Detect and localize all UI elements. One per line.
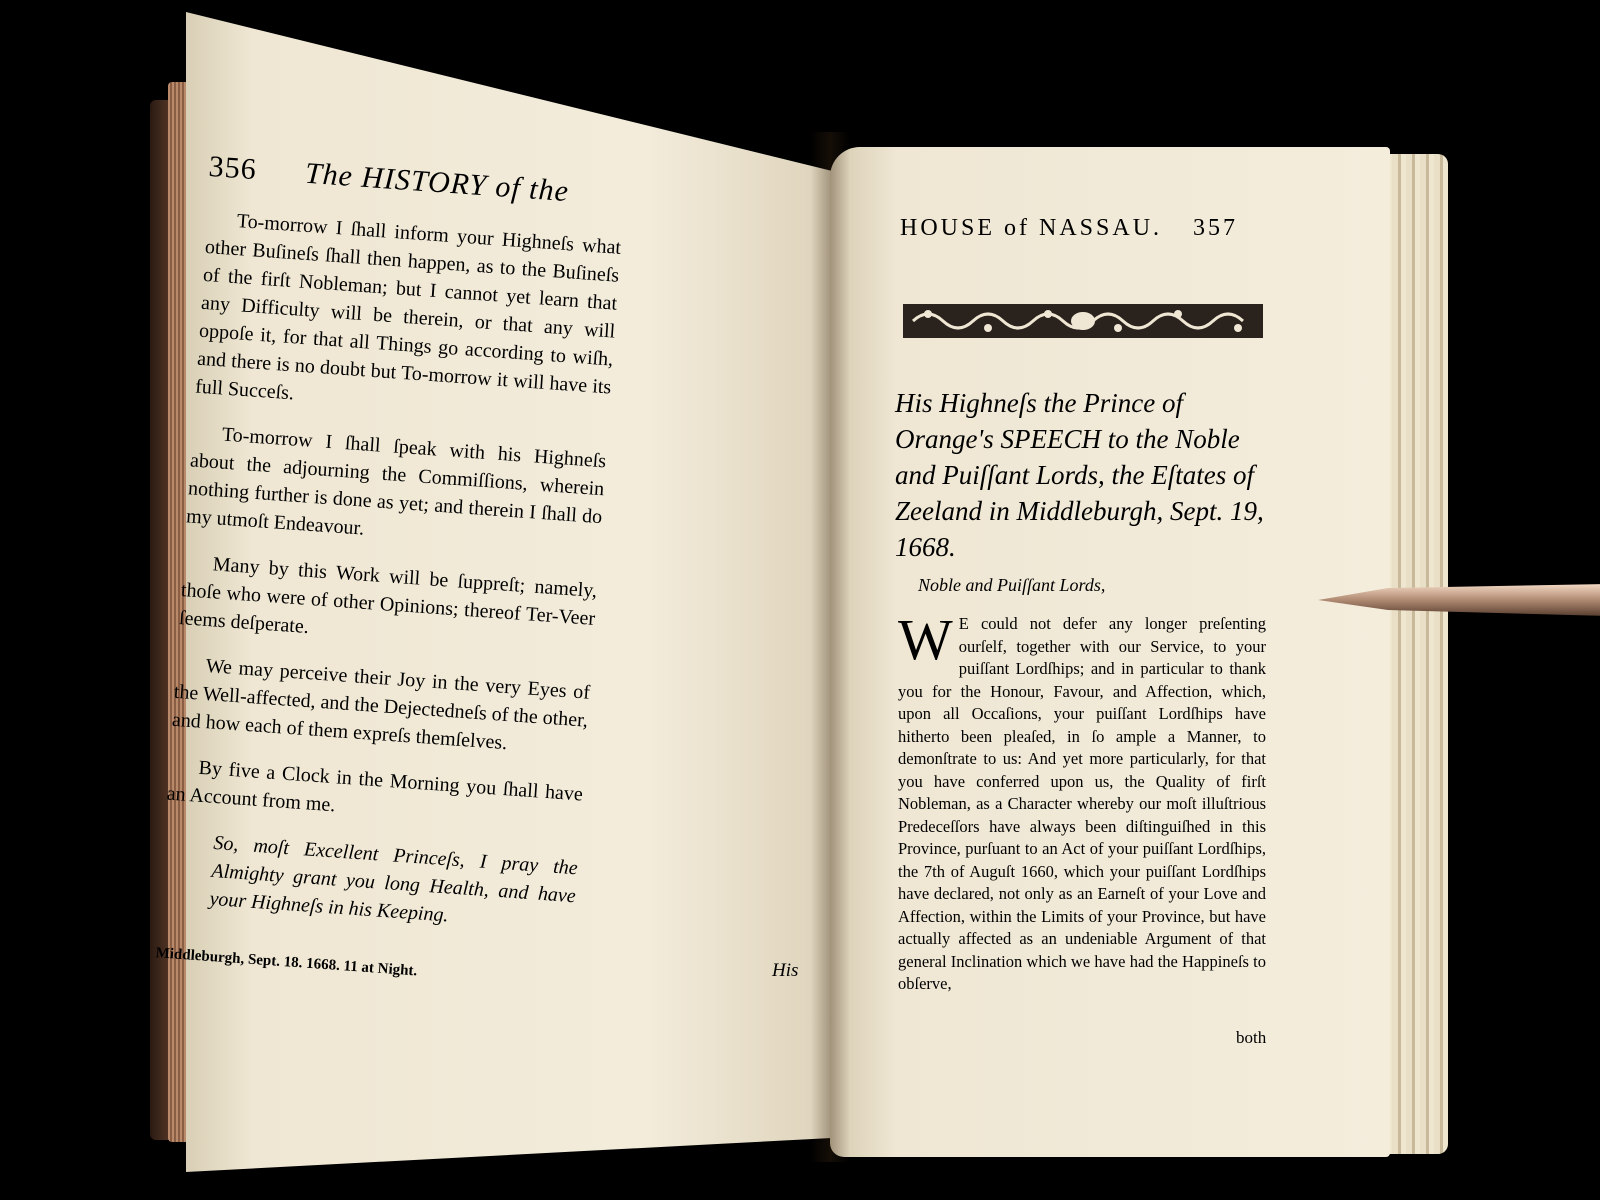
right-catchword: both: [1236, 1028, 1267, 1047]
left-page-number: 356: [207, 150, 258, 187]
pointer-pen-icon: [1318, 580, 1600, 620]
right-running-title: HOUSE of NASSAU.: [900, 215, 1163, 241]
speech-title: His Highneſs the Prince of Orange's SPEECH to the Noble and Puiſſant Lords, the Eſtates of Zeeland in Middleburgh, Sept. 19, 1668.: [895, 388, 1264, 562]
left-page-body: [153, 205, 622, 1014]
drop-cap: W: [898, 607, 953, 672]
left-running-title: The HISTORY of the: [303, 156, 571, 209]
book-gutter: [810, 132, 850, 1162]
left-catchword: His: [772, 960, 799, 981]
place-date: Middleburgh, Sept. 18. 1668. 11 at Night.: [155, 945, 418, 980]
right-page-number: 357: [1193, 215, 1239, 241]
speech-text: E could not defer any longer preſenting ourſelf, together with our Service, to your puiſſant Lordſhips; and in particular to thank you for the Honour, Favour, and Affection, which, upon all Occaſions, your puiſſant Lordſhips have hitherto been pleaſed, in ſo ample a Manner, to demonſtrate to us: And yet more particularly, for that you have conferred upon us, the Quality of firſt Nobleman, as a Character whereby our moſt illuſtrious Predeceſſors have always been diſtinguiſhed in this Province, purſuant to an Act of your puiſſant Lordſhips, the 7th of Auguſt 1660, which your puiſſant Lordſhips have declared, not only as an Earneſt of your Love and Affection, within the Limits of your Province, but have actually affected as an undeniable Argument of that general Inclination which we have had the Happineſs to obſerve,: [898, 614, 1266, 993]
decorative-headpiece-icon: [903, 302, 1263, 340]
salutation: Noble and Puiſſant Lords,: [918, 575, 1106, 595]
left-paragraph: By five a Clock in the Morning you ſhall have an Account from me.: [166, 756, 584, 817]
left-paragraph: To-morrow I ſhall inform your Highneſs what other Buſineſs ſhall then happen, as to the Buſineſs of the firſt Nobleman; but I cannot yet learn that any Difficulty will be therein, or that any will oppoſe it, for that all Things go according to wiſh, and there is no doubt but To-morrow it will have its full Succeſs.: [194, 210, 622, 405]
right-page-body: [898, 607, 1266, 996]
left-paragraph: We may perceive their Joy in the very Eyes of the Well-affected, and the Dejectedneſs of the other, and how each of them expreſs themſelves.: [171, 654, 591, 755]
closing-salutation: So, moſt Excellent Princeſs, I pray the Almighty grant you long Health, and have your Highneſs in his Keeping.: [208, 831, 579, 927]
left-paragraph: To-morrow I ſhall ſpeak with his Highneſs about the adjourning the Commiſſions, wherein nothing further is done as yet; and therein I ſhall do my utmoſt Endeavour.: [185, 423, 607, 540]
right-running-head: [900, 215, 1238, 242]
left-paragraph: Many by this Work will be ſuppreſt; namely, thoſe who were of other Opinions; thereof Ter-Veer ſeems deſperate.: [178, 553, 598, 639]
